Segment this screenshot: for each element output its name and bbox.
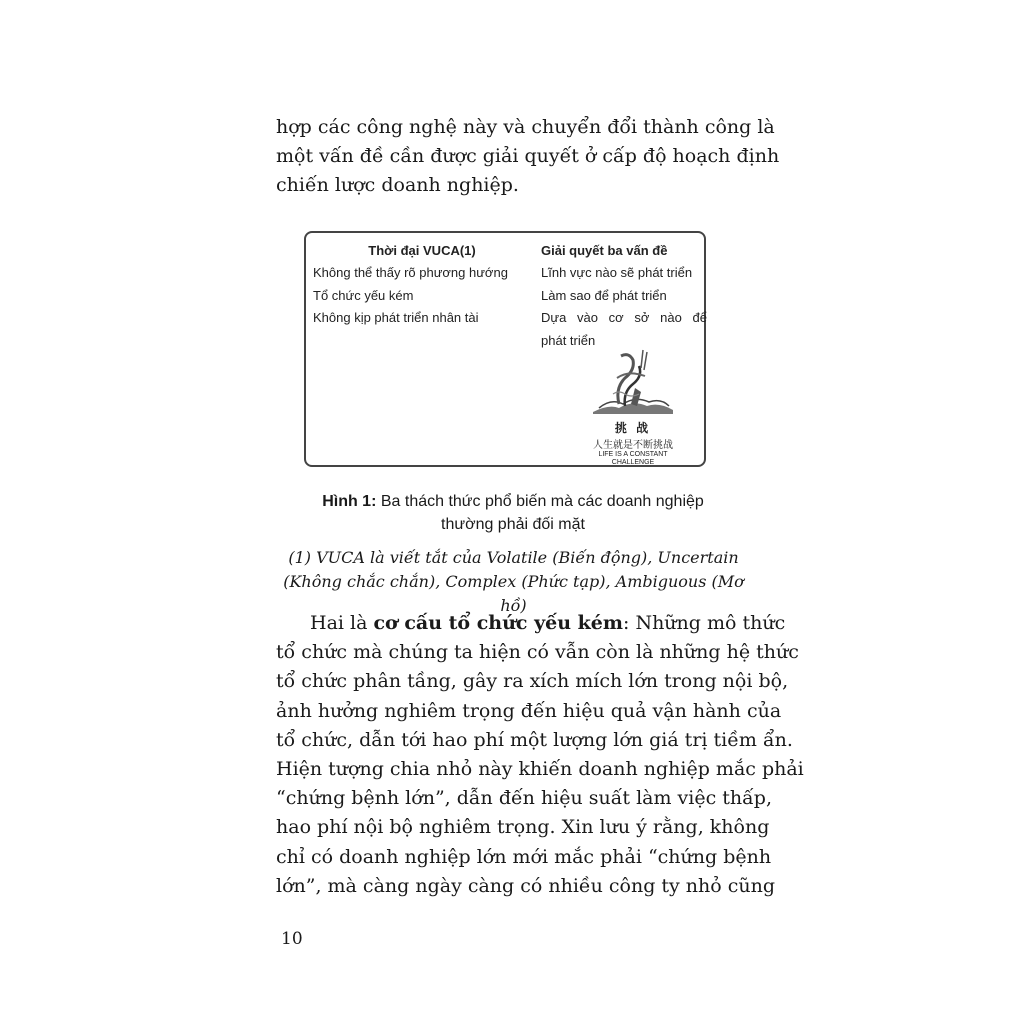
text-line: ảnh hưởng nghiêm trọng đến hiệu quả vận hành của — [276, 699, 782, 722]
emblem-english-2: CHALLENGE — [611, 459, 655, 466]
text-line — [276, 609, 786, 638]
emblem-title: 挑 战 — [614, 421, 652, 435]
emblem-caption — [581, 419, 685, 467]
text-line: lớn”, mà càng ngày càng có nhiều công ty nhỏ cũng — [276, 874, 776, 897]
solution-item: Dựa vào cơ sở nào để — [541, 310, 707, 325]
text-line: hao phí nội bộ nghiêm trọng. Xin lưu ý rằng, không — [276, 816, 770, 839]
vuca-item: Không thể thấy rõ phương hướng — [313, 265, 508, 280]
solution-item: Lĩnh vực nào sẽ phát triển — [541, 265, 693, 280]
text-line: chỉ có doanh nghiệp lớn mới mắc phải “chứng bệnh — [276, 845, 772, 868]
intro-paragraph — [276, 113, 780, 201]
caption-label: Hình 1: — [322, 493, 377, 510]
solution-item: phát triển — [541, 332, 596, 348]
wave-emblem-icon — [589, 348, 677, 418]
emphasis-text: cơ cấu tổ chức yếu kém — [373, 612, 623, 634]
footnote-line: (Không chắc chắn), Complex (Phức tạp), Ambiguous (Mơ hồ) — [283, 572, 744, 615]
vuca-item: Tổ chức yếu kém — [313, 287, 414, 303]
solution-item: Làm sao để phát triển — [541, 287, 667, 303]
figure-box — [304, 231, 706, 467]
text-line: Hiện tượng chia nhỏ này khiến doanh nghiệp mắc phải — [276, 758, 804, 781]
text-line: hợp các công nghệ này và chuyển đổi thành công là — [276, 116, 775, 138]
vuca-item: Không kịp phát triển nhân tài — [313, 310, 479, 325]
caption-text-2: thường phải đối mặt — [441, 516, 585, 533]
solutions-column — [541, 243, 707, 352]
text-line: một vấn đề cần được giải quyết ở cấp độ hoạch định — [276, 145, 780, 168]
text-fragment: : Những mô thức — [623, 612, 786, 634]
emblem-english-1: LIFE IS A CONSTANT — [598, 451, 668, 458]
footnote — [276, 546, 751, 618]
figure-caption — [290, 490, 736, 536]
text-line: tổ chức mà chúng ta hiện có vẫn còn là những hệ thức — [276, 641, 799, 664]
vuca-column — [313, 243, 531, 330]
solutions-heading: Giải quyết ba vấn đề — [541, 243, 668, 258]
text-line: tổ chức phân tầng, gây ra xích mích lớn trong nội bộ, — [276, 670, 789, 693]
text-line: “chứng bệnh lớn”, dẫn đến hiệu suất làm việc thấp, — [276, 787, 772, 810]
footnote-line: (1) VUCA là viết tắt của Volatile (Biến động), Uncertain — [288, 548, 739, 567]
lead-text: Hai là — [310, 612, 374, 634]
text-line: tổ chức, dẫn tới hao phí một lượng lớn giá trị tiềm ẩn. — [276, 728, 793, 751]
text-line: chiến lược doanh nghiệp. — [276, 174, 519, 197]
emblem-subtitle: 人生就是不断挑战 — [593, 440, 673, 451]
page-number: 10 — [281, 929, 303, 949]
main-paragraph — [276, 609, 804, 901]
caption-text: Ba thách thức phổ biến mà các doanh nghiệp — [376, 493, 704, 510]
vuca-heading: Thời đại VUCA(1) — [368, 243, 476, 258]
